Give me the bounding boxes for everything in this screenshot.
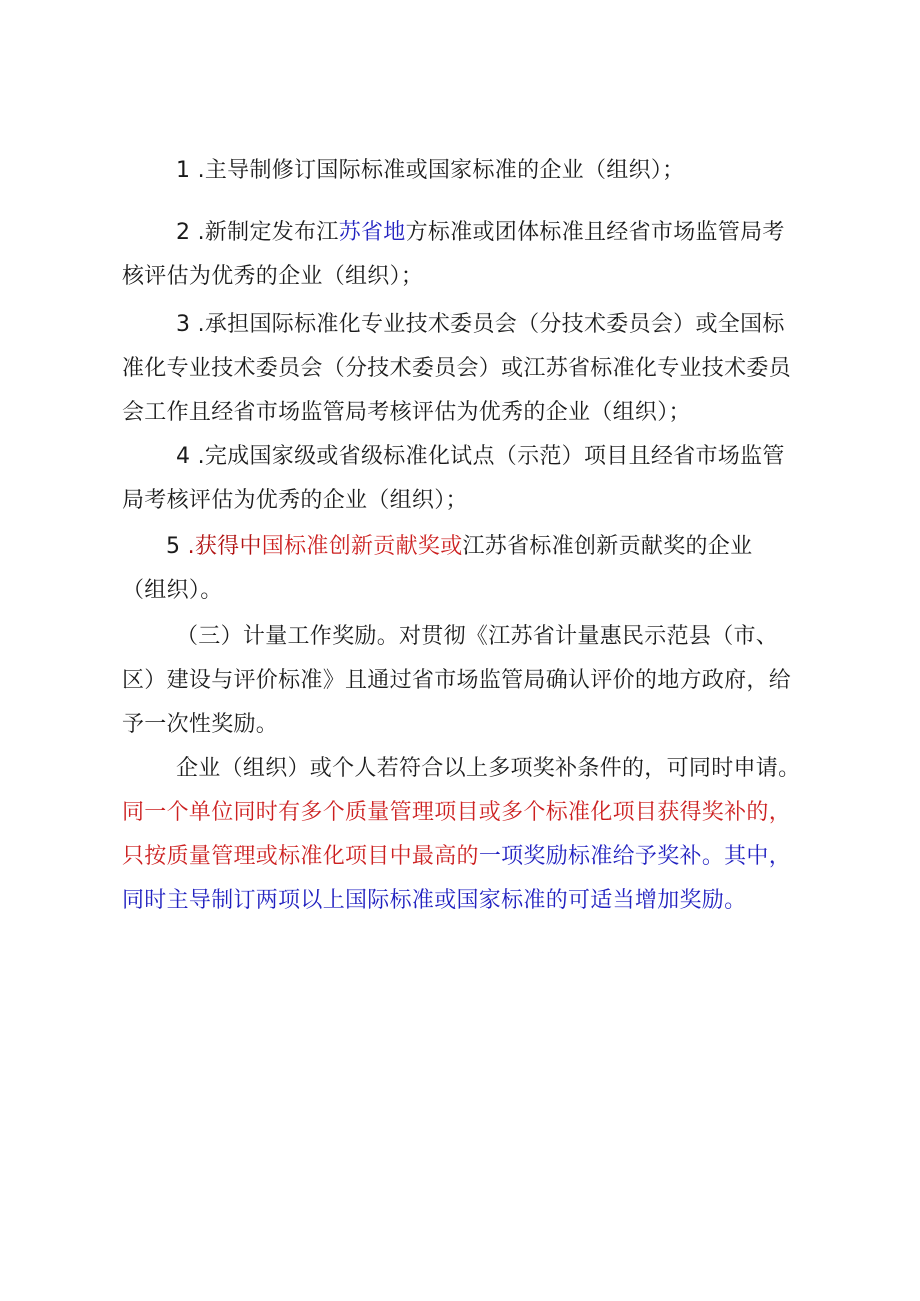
section-3-line-1: （三）计量工作奖励。对贯彻《江苏省计量惠民示范县（市、 [176,624,779,649]
item-5-number: 5 [166,534,188,559]
item-2-text-c: 方标准或团体标准且经省市场监管局考 [405,220,785,245]
item-2-text-a: 2 .新制定发布江 [176,220,339,245]
item-5-text-b: .获得中 [187,534,262,559]
section-3-line-2: 区）建设与评价标准》且通过省市场监管局确认评价的地方政府，给 [122,668,792,693]
item-4-line-2: 局考核评估为优秀的企业（组织）； [122,488,468,513]
item-3-line-1: 3 .承担国际标准化专业技术委员会（分技术委员会）或全国标 [176,312,785,337]
item-2-line-2: 核评估为优秀的企业（组织）； [122,264,424,289]
closing-line-3-text-b: 一项奖励标准给予奖补。其中， [478,844,792,869]
item-5-line-1 [166,532,752,562]
closing-line-2: 同一个单位同时有多个质量管理项目或多个标准化项目获得奖补的， [122,800,792,825]
item-4-line-1: 4 .完成国家级或省级标准化试点（示范）项目且经省市场监管 [176,444,785,469]
section-3-line-3: 予一次性奖励。 [122,712,279,737]
item-5-text-d: 江苏省标准创新贡献奖的企业 [462,534,753,559]
closing-line-3 [122,842,791,872]
item-2-line-1 [176,218,785,248]
closing-line-4: 同时主导制订两项以上国际标准或国家标准的可适当增加奖励。 [122,888,747,913]
item-3-line-2: 准化专业技术委员会（分技术委员会）或江苏省标准化专业技术委员 [122,356,792,381]
closing-line-3-text-a: 只按质量管理或标准化项目中最高的 [122,844,479,869]
item-2-text-highlight: 苏省地 [338,220,406,245]
item-1-line-1: 1 .主导制修订国际标准或国家标准的企业（组织）； [176,158,685,183]
item-5-line-2: （组织）。 [122,578,223,603]
closing-line-1: 企业（组织）或个人若符合以上多项奖补条件的，可同时申请。 [176,756,801,781]
item-3-line-3: 会工作且经省市场监管局考核评估为优秀的企业（组织）； [122,400,691,425]
item-5-text-highlight: 国标准创新贡献奖或 [261,534,463,559]
